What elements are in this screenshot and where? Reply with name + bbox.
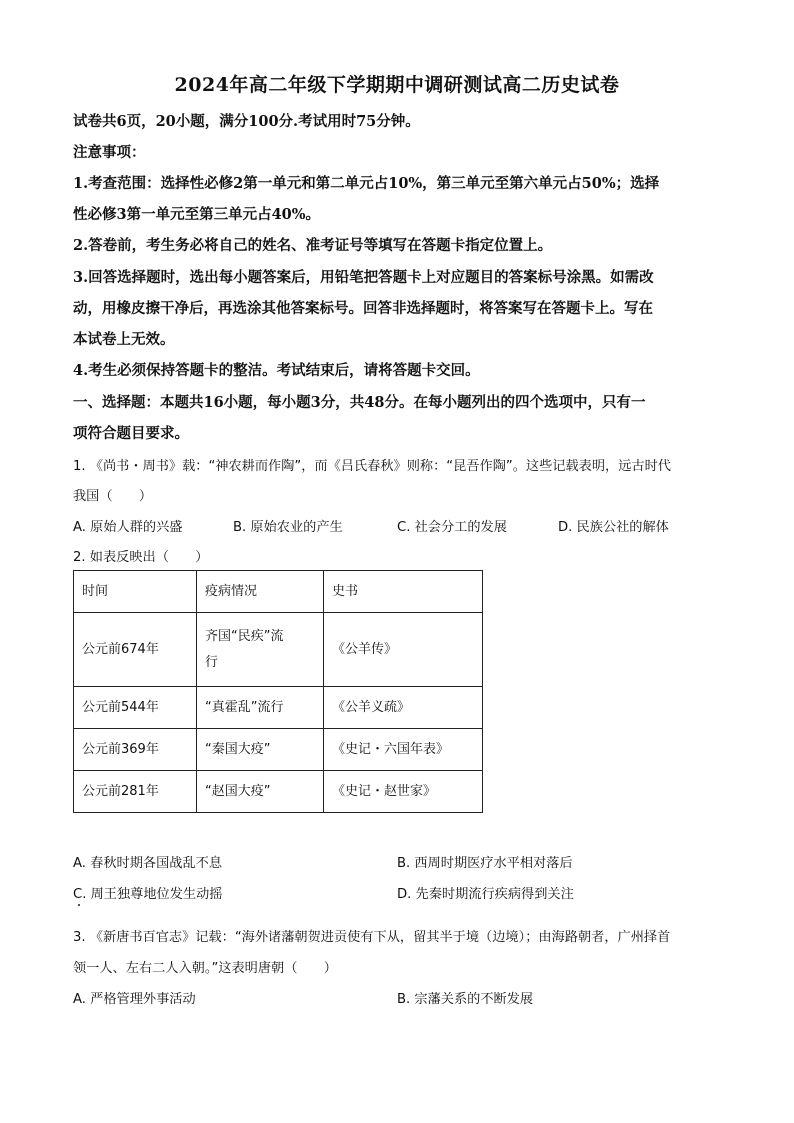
table-cell: 《史记・赵世家》: [324, 771, 483, 813]
question-1-stem: 1. 《尚书・周书》载：“神农耕而作陶”，而《吕氏春秋》则称：“昆吾作陶”。这些记载表明，远古时代: [73, 459, 671, 474]
q1-option-b: B. 原始农业的产生: [233, 520, 343, 535]
q2-option-d: D. 先秦时期流行疾病得到关注: [397, 887, 574, 902]
q1-option-d: D. 民族公社的解体: [558, 520, 669, 535]
q3-option-b: B. 宗藩关系的不断发展: [397, 992, 534, 1007]
q3-option-a: A. 严格管理外事活动: [73, 992, 196, 1007]
table-cell: 公元前281年: [74, 771, 197, 813]
notice-line: 本试卷上无效。: [73, 331, 175, 348]
table-row: [74, 771, 483, 813]
table-cell-line: 行: [205, 654, 219, 670]
table-cell-line: 齐国“民疾”流: [205, 628, 284, 644]
epidemic-table: [73, 570, 483, 813]
stray-mark: [78, 904, 80, 906]
table-cell: 《史记・六国年表》: [324, 729, 483, 771]
exam-title: 2024年高二年级下学期期中调研测试高二历史试卷: [174, 74, 620, 96]
q1-option-c: C. 社会分工的发展: [397, 520, 507, 535]
table-header: 时间: [74, 571, 197, 613]
table-row: [74, 729, 483, 771]
q2-option-c: C. 周王独尊地位发生动摇: [73, 887, 223, 902]
question-1-stem-cont: 我国（ ）: [73, 489, 153, 504]
table-cell: 公元前369年: [74, 729, 197, 771]
table-cell: 《公羊义疏》: [324, 687, 483, 729]
q2-option-a: A. 春秋时期各国战乱不息: [73, 856, 223, 871]
notice-line: 动，用橡皮擦干净后，再选涂其他答案标号。回答非选择题时，将答案写在答题卡上。写在: [73, 300, 653, 317]
table-header-row: [74, 571, 483, 613]
notice-heading: 注意事项：: [73, 144, 146, 161]
table-cell: “真霍乱”流行: [197, 687, 324, 729]
question-2-stem: 2. 如表反映出（ ）: [73, 550, 209, 565]
table-cell: [197, 613, 324, 687]
notice-line: 2.答卷前，考生务必将自己的姓名、准考证号等填写在答题卡指定位置上。: [73, 237, 553, 254]
section-heading: 一、选择题：本题共16小题，每小题3分，共48分。在每小题列出的四个选项中，只有一: [73, 394, 646, 411]
section-heading-cont: 项符合题目要求。: [73, 425, 189, 442]
q2-option-b: B. 西周时期医疗水平相对落后: [397, 856, 573, 871]
table-cell: 《公羊传》: [324, 613, 483, 687]
notice-line: 性必修3第一单元至第三单元占40%。: [73, 206, 321, 223]
table-cell: “赵国大疫”: [197, 771, 324, 813]
table-header: 疫病情况: [197, 571, 324, 613]
question-3-stem-cont: 领一人、左右二人入朝。”这表明唐朝（ ）: [73, 961, 337, 976]
notice-line: 3.回答选择题时，选出每小题答案后，用铅笔把答题卡上对应题目的答案标号涂黑。如需改: [73, 269, 654, 286]
table-row: [74, 613, 483, 687]
notice-line: 1.考查范围：选择性必修2第一单元和第二单元占10%，第三单元至第六单元占50%；选择: [73, 175, 660, 192]
table-cell: “秦国大疫”: [197, 729, 324, 771]
table-header: 史书: [324, 571, 483, 613]
table-cell: 公元前544年: [74, 687, 197, 729]
exam-intro: 试卷共6页，20小题，满分100分.考试用时75分钟。: [73, 113, 420, 130]
q1-option-a: A. 原始人群的兴盛: [73, 520, 183, 535]
question-3-stem: 3. 《新唐书百官志》记载：“海外诸藩朝贺进贡使有下从，留其半于境（边境）；由海路朝者，广州择首: [73, 930, 671, 945]
notice-line: 4.考生必须保持答题卡的整洁。考试结束后，请将答题卡交回。: [73, 362, 480, 379]
table-row: [74, 687, 483, 729]
table-cell: 公元前674年: [74, 613, 197, 687]
